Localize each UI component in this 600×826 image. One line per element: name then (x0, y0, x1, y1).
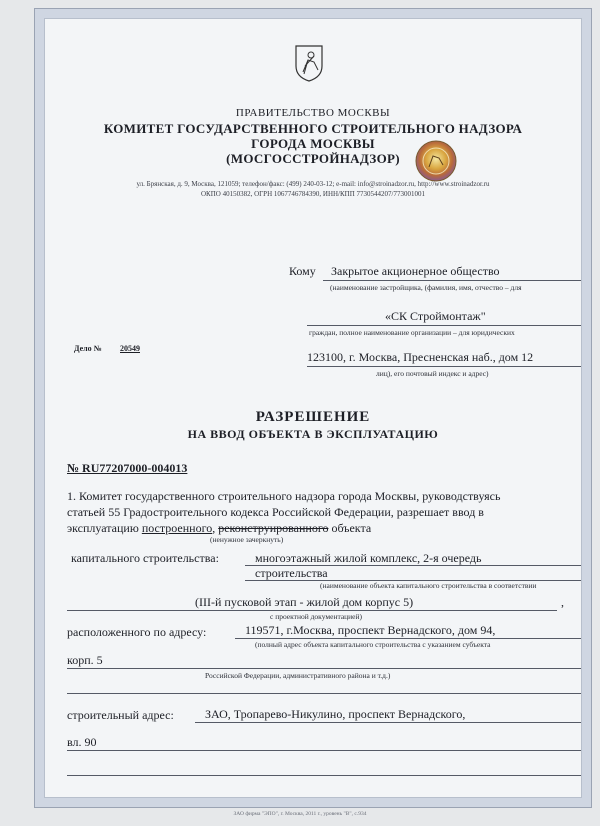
recipient-org-type: Закрытое акционерное общество (331, 264, 500, 278)
corpus-line (67, 668, 581, 669)
capital-construction-value-2: строительства (255, 566, 328, 580)
located-address-label: расположенного по адресу: (67, 625, 207, 639)
recipient-line-3 (307, 366, 581, 367)
blank-line-1 (67, 693, 581, 694)
built-option: построенного (141, 521, 213, 535)
printer-footer: ЗАО фирма "ЭПО", г. Москва, 2011 г., уровень "В", с.934 (233, 811, 367, 817)
case-number-label: Дело № (74, 344, 102, 353)
recipient-line-1 (323, 280, 581, 281)
caption-federation: Российской Федерации, административного района и т.д.) (205, 671, 391, 680)
registration-codes-line: ОКПО 40150382, ОГРН 1067746784390, ИНН/КПП 7730544207/773001001 (201, 190, 425, 198)
document-subtitle: НА ВВОД ОБЪЕКТА В ЭКСПЛУАТАЦИЮ (187, 427, 439, 441)
recipient-org-name: «СК Строймонтаж" (385, 309, 486, 323)
caption-object-name: (наименование объекта капитального строительства в соответствии (320, 581, 537, 590)
build-address-value: ЗАО, Тропарево-Никулино, проспект Вернадского, (205, 707, 466, 721)
document-title: РАЗРЕШЕНИЕ (255, 409, 371, 425)
build-address-label: строительный адрес: (67, 708, 174, 722)
build-address-value-2: вл. 90 (67, 735, 97, 749)
recipient-label: Кому (289, 264, 316, 278)
body-line-3 (67, 521, 371, 536)
document-page (44, 18, 582, 798)
body-line-2: статьей 55 Градостроительного кодекса Российской Федерации, разрешает ввод в (67, 505, 484, 519)
document-border (34, 8, 592, 808)
corpus-value: корп. 5 (67, 653, 103, 667)
build-address-line-2 (67, 750, 581, 751)
caption-unneeded: (ненужное зачеркнуть) (210, 535, 284, 544)
recipient-line-2 (307, 325, 581, 326)
located-address-line (235, 638, 581, 639)
committee-name-line3: (МОСГОССТРОЙНАДЗОР) (226, 151, 400, 166)
caption-full-address: (полный адрес объекта капитального строительства с указанием субъекта (255, 640, 491, 649)
blank-line-2 (67, 775, 581, 776)
body-line-1: 1. Комитет государственного строительного надзора города Москвы, руководствуясь (67, 489, 501, 503)
capital-construction-value-1: многоэтажный жилой комплекс, 2-я очередь (255, 551, 482, 565)
located-address-value: 119571, г.Москва, проспект Вернадского, дом 94, (245, 623, 496, 637)
case-number-value: 20549 (120, 344, 140, 353)
caption-project-docs: с проектной документацией) (270, 612, 363, 621)
recipient-postal-address: 123100, г. Москва, Пресненская наб., дом 12 (307, 350, 534, 364)
recipient-caption-1: (наименование застройщика, (фамилия, имя, отчество – для (330, 283, 522, 292)
contact-address-line: ул. Брянская, д. 9, Москва, 121059; телефон/факс: (499) 240-03-12; e-mail: info@stroinadzor.ru, http://www.stroinadzor.ru (136, 180, 490, 188)
body-line-3-prefix: эксплуатацию (67, 521, 139, 535)
hologram-seal-icon (414, 139, 458, 183)
stage-line (67, 610, 557, 611)
built-option-comma: , (212, 521, 216, 535)
committee-name-line1: КОМИТЕТ ГОСУДАРСТВЕННОГО СТРОИТЕЛЬНОГО НАДЗОРА (103, 121, 523, 136)
moscow-coat-of-arms-icon (294, 44, 324, 82)
permit-number: № RU77207000-004013 (67, 461, 188, 475)
body-line-3-suffix: объекта (331, 521, 372, 535)
capital-construction-label: капитального строительства: (71, 551, 219, 565)
build-address-line (195, 722, 581, 723)
recipient-caption-3: лиц), его почтовый индекс и адрес) (376, 369, 489, 378)
stage-comma: , (561, 595, 564, 609)
government-heading: ПРАВИТЕЛЬСТВО МОСКВЫ (235, 107, 391, 119)
reconstructed-option-struck: реконструированного (218, 521, 329, 535)
recipient-caption-2: граждан, полное наименование организации – для юридических (309, 328, 515, 337)
stage-value: (III-й пусковой этап - жилой дом корпус 5) (195, 595, 414, 609)
committee-name-line2: ГОРОДА МОСКВЫ (251, 136, 375, 151)
